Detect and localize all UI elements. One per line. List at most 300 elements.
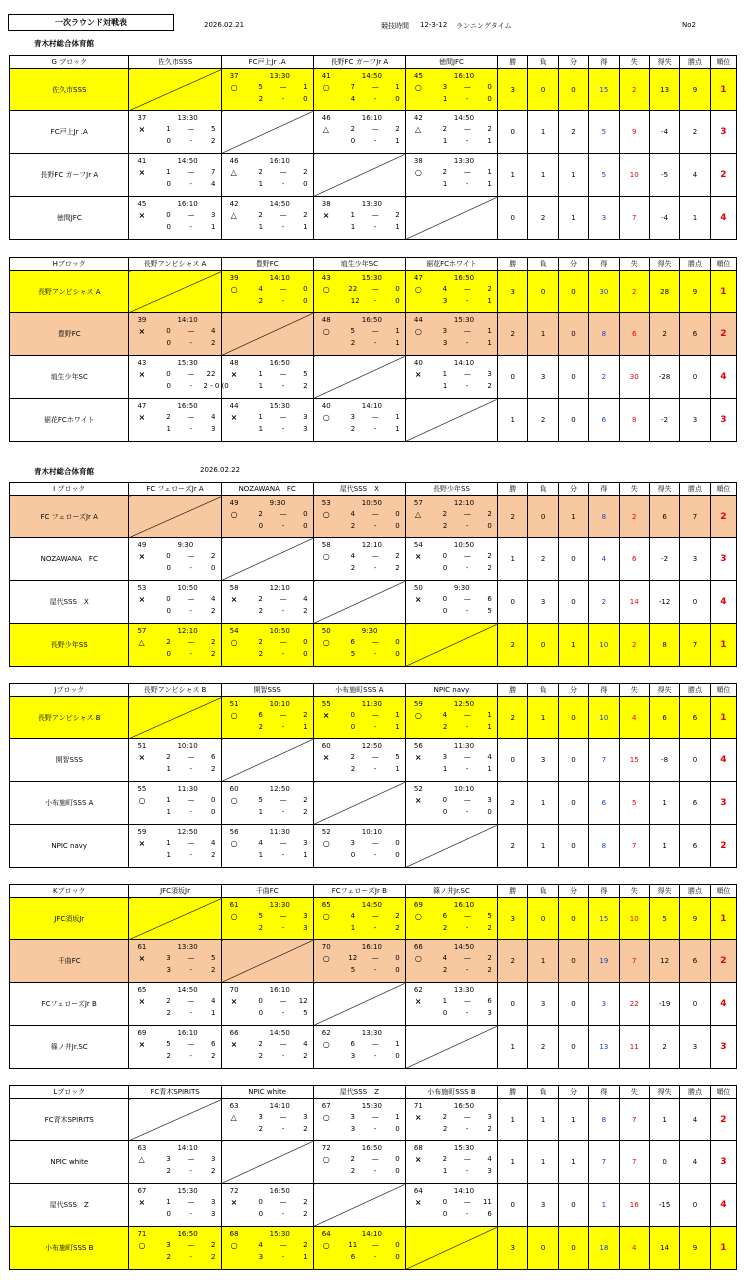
match-cell [405,111,497,154]
half-home: 0 [166,180,171,188]
result-symbol: × [138,753,146,762]
half-dash: - [465,966,469,974]
half-away: 1 [395,223,400,231]
score-home: 7 [350,83,355,91]
match-number: 40 [321,402,331,410]
stat-header: 順位 [710,885,736,898]
stat-value: 0 [558,538,588,581]
score-dash: — [187,1040,195,1048]
stat-value: 2 [528,1026,558,1069]
match-cell [405,940,497,983]
result-symbol: × [414,997,422,1006]
match-number: 45 [413,72,423,80]
row-team-name: 埴生少年SC [10,356,129,399]
score-home: 2 [258,510,263,518]
score-away: 2 [211,1241,216,1249]
stat-value: 0 [528,496,558,538]
score-dash: — [463,796,471,804]
match-time: 16:10 [453,72,475,80]
score-away: 1 [395,1040,400,1048]
half-home: 2 [258,1125,264,1133]
score-away: 0 [303,510,308,518]
stat-value: 0 [498,111,528,154]
stat-value: 0 [558,581,588,624]
stat-value: 3 [710,538,736,581]
stat-header: 失 [619,885,649,898]
stat-header: 勝点 [680,885,710,898]
match-number: 47 [137,402,147,410]
result-symbol: ○ [322,510,330,519]
score-home: 2 [350,1155,355,1163]
score-home: 2 [350,753,355,761]
result-symbol: × [138,552,146,561]
result-symbol: ○ [230,1241,238,1250]
stat-value: -15 [649,1184,679,1227]
score-away: 2 [303,168,308,176]
stat-value: 0 [558,1184,588,1227]
half-dash: - [189,808,192,816]
half-away: 0 [395,1052,400,1060]
match-time: 9:30 [453,584,470,592]
column-team-name: 豊野FC [221,258,313,271]
match-cell [313,69,405,111]
half-home: 2 [166,1009,171,1017]
self-match-cell [221,111,313,154]
score-dash: — [463,1155,471,1163]
match-time: 13:30 [453,986,475,994]
stat-value: 3 [528,1184,558,1227]
match-cell [221,825,313,868]
column-team-name: FCフェローズJr B [313,885,405,898]
stat-value: 1 [710,69,736,111]
score-dash: — [463,1113,471,1121]
match-cell [129,1227,221,1270]
result-symbol: ○ [322,1155,330,1164]
half-dash: - [281,1009,285,1017]
column-team-name: 長野少年SS [405,483,497,496]
stat-value: 4 [710,581,736,624]
half-home: 4 [350,95,356,103]
stat-header: 得 [589,684,619,697]
match-number: 68 [229,1230,239,1238]
self-match-cell [129,898,221,940]
score-home: 2 [166,753,171,761]
score-away: 4 [211,327,216,335]
score-away: 4 [487,1155,492,1163]
half-dash: - [189,650,192,658]
match-cell [221,1099,313,1141]
match-number: 37 [137,114,147,122]
match-cell [221,697,313,739]
stat-value: -28 [649,356,679,399]
stat-header: 負 [528,684,558,697]
half-home: 1 [258,808,264,816]
result-symbol: × [322,211,330,220]
stat-value: 2 [619,624,649,667]
half-home: 2 [166,1167,171,1175]
score-home: 1 [258,413,263,421]
self-match-cell [221,538,313,581]
stat-value: 1 [680,197,710,240]
match-time: 16:10 [361,114,382,122]
team-row [10,154,737,197]
row-team-name: 長野FC ガーフJr A [10,154,129,197]
half-dash: - [189,1009,192,1017]
match-time: 12:10 [453,499,475,507]
score-away: 1 [487,168,492,176]
score-away: 4 [303,1040,308,1048]
half-away: 2 [487,382,492,390]
score-home: 6 [350,638,355,646]
half-home: 0 [166,650,171,658]
half-home: 2 [442,522,448,530]
half-home: 5 [350,650,356,658]
stat-value: 2 [498,624,528,667]
score-dash: — [371,912,379,920]
half-home: 2 [258,1052,264,1060]
result-symbol: △ [322,125,329,134]
header-row [10,684,737,697]
half-home: 1 [258,382,264,390]
stat-header: 分 [558,258,588,271]
row-team-name: FCフェローズJr B [10,983,129,1026]
match-cell [129,782,221,825]
stat-value: 6 [619,313,649,356]
score-away: 3 [303,413,308,421]
score-home: 0 [166,327,171,335]
stat-value: 3 [528,356,558,399]
half-away: 0 [395,297,400,305]
stat-value: 0 [558,356,588,399]
self-match-cell [221,739,313,782]
match-cell [129,1026,221,1069]
stat-value: 9 [680,271,710,313]
match-number: 48 [229,359,239,367]
half-away: 1 [395,723,400,731]
self-match-cell [221,1141,313,1184]
score-away: 1 [395,1113,400,1121]
stat-header: 分 [558,1086,588,1099]
stat-value: 1 [558,1141,588,1184]
stat-header: 失 [619,1086,649,1099]
stat-value: 0 [680,1184,710,1227]
result-symbol: ○ [414,168,422,177]
score-home: 3 [166,1241,171,1249]
half-home: 0 [350,137,356,145]
team-row [10,624,737,667]
stat-header: 勝 [498,483,528,496]
match-number: 56 [413,742,423,750]
half-dash: - [281,1125,285,1133]
result-symbol: ○ [230,912,238,921]
score-home: 2 [442,510,448,518]
result-symbol: △ [230,1113,237,1122]
team-row [10,271,737,313]
match-cell [129,154,221,197]
match-time: 16:10 [177,200,198,208]
half-home: 0 [442,607,448,615]
score-away: 0 [487,83,492,91]
score-home: 0 [258,997,263,1005]
half-dash: - [373,650,377,658]
half-home: 0 [442,1009,448,1017]
half-home: 1 [350,924,356,932]
half-away: 0 [211,564,216,572]
half-away: 0 [395,1125,400,1133]
result-symbol: ○ [322,1040,330,1049]
match-number: 64 [321,1230,331,1238]
half-home: 2 [258,924,264,932]
score-home: 4 [442,285,448,293]
match-number: 51 [137,742,147,750]
score-home: 2 [166,413,171,421]
block-name: G ブロック [10,56,129,69]
half-away: 1 [211,1009,216,1017]
score-away: 3 [487,370,492,378]
column-team-name: NOZAWANA FC [221,483,313,496]
half-home: 3 [166,966,171,974]
match-number: 55 [321,700,331,708]
score-dash: — [279,595,287,603]
stat-value: -4 [649,197,679,240]
score-away: 1 [487,327,492,335]
score-home: 3 [258,1113,263,1121]
result-symbol: × [414,552,422,561]
half-away: 6 [487,1210,492,1218]
match-time: 16:50 [269,1187,290,1195]
stat-header: 得 [589,483,619,496]
match-time: 14:50 [453,943,475,951]
stat-header: 得失 [649,56,679,69]
result-symbol: × [138,1040,146,1049]
half-dash: - [281,851,285,859]
score-dash: — [371,1155,379,1163]
half-away: 0 [303,522,308,530]
score-home: 4 [258,839,263,847]
score-home: 4 [442,711,448,719]
column-team-name: 篠ノ井Jr.SC [405,885,497,898]
stat-header: 分 [558,684,588,697]
self-match-cell [129,271,221,313]
score-home: 1 [166,796,171,804]
block-table [9,482,737,667]
score-dash: — [279,839,287,847]
self-match-cell [313,782,405,825]
block-0 [9,55,737,240]
half-dash: - [189,765,192,773]
stat-header: 順位 [710,258,736,271]
match-cell [313,940,405,983]
stat-value: 1 [649,825,679,868]
stat-value: 0 [558,313,588,356]
half-dash: - [465,1210,469,1218]
match-time: 16:50 [361,316,382,324]
team-row [10,69,737,111]
half-home: 1 [442,382,448,390]
stat-value: 13 [589,1026,619,1069]
score-away: 2 [487,510,492,518]
half-away: 3 [303,425,308,433]
match-number: 40 [413,359,423,367]
stat-value: 7 [619,1099,649,1141]
result-symbol: × [322,711,330,720]
match-number: 63 [137,1144,147,1152]
match-cell [405,154,497,197]
match-time: 13:30 [361,1029,382,1037]
score-home: 6 [258,711,263,719]
team-row [10,697,737,739]
match-number: 70 [321,943,331,951]
stat-value: 0 [558,271,588,313]
match-number: 59 [137,828,147,836]
score-home: 2 [258,638,263,646]
match-number: 46 [321,114,331,122]
stat-value: -5 [649,154,679,197]
half-home: 1 [166,425,171,433]
score-away: 1 [303,83,308,91]
result-symbol: × [414,1155,422,1164]
score-away: 2 [395,125,400,133]
half-dash: - [465,924,469,932]
match-number: 60 [321,742,331,750]
row-team-name: 徳間JFC [10,197,129,240]
block-table [9,1085,737,1270]
match-number: 58 [229,584,239,592]
stat-value: 3 [710,782,736,825]
match-time: 15:30 [177,359,198,367]
result-symbol: ○ [322,1241,330,1250]
block-table [9,683,737,868]
team-row [10,898,737,940]
half-dash: - [373,765,377,773]
stat-value: 1 [498,1099,528,1141]
half-home: 2 [442,924,448,932]
half-dash: - [281,522,285,530]
stat-value: 2 [498,313,528,356]
match-time: 12:50 [177,828,198,836]
stat-value: 2 [710,154,736,197]
score-dash: — [463,510,471,518]
score-dash: — [187,753,195,761]
match-time: 12:10 [177,627,198,635]
stat-value: 3 [710,1026,736,1069]
score-away: 5 [211,954,216,962]
half-home: 1 [442,765,448,773]
half-away: 2 [303,808,308,816]
match-cell [405,1184,497,1227]
match-time: 14:50 [177,986,198,994]
half-away: 0 [487,522,492,530]
match-time: 10:50 [453,541,475,549]
match-number: 47 [413,274,423,282]
column-team-name: 長野アンビシャス B [129,684,221,697]
stat-header: 勝 [498,56,528,69]
score-home: 3 [442,83,448,91]
half-dash: - [465,607,469,615]
stat-value: 15 [589,898,619,940]
half-dash: - [465,1125,469,1133]
score-away: 2 [211,638,216,646]
half-home: 0 [442,564,448,572]
half-away: 0 [487,808,492,816]
score-home: 0 [166,552,171,560]
match-cell [221,898,313,940]
stat-value: 0 [558,739,588,782]
score-home: 0 [166,211,171,219]
score-away: 22 [206,370,216,378]
half-home: 2 [258,723,264,731]
score-away: 11 [482,1198,492,1206]
score-home: 11 [348,1241,358,1249]
stat-value: 1 [558,154,588,197]
block-3 [9,683,737,868]
score-away: 2 [395,552,400,560]
match-cell [129,581,221,624]
half-home: 1 [258,180,264,188]
stat-value: 2 [619,69,649,111]
team-row [10,1099,737,1141]
half-home: 2 [442,723,448,731]
half-away: 3 [303,924,308,932]
score-dash: — [279,83,287,91]
half-home: 0 [166,137,171,145]
match-time: 16:50 [453,1102,475,1110]
stat-value: 5 [589,154,619,197]
half-away: 2 [211,851,216,859]
half-dash: - [281,95,285,103]
stat-value: 3 [528,983,558,1026]
half-dash: - [465,1167,469,1175]
stat-value: 7 [619,940,649,983]
match-number: 49 [137,541,147,549]
stat-value: 1 [710,1227,736,1270]
stat-value: 11 [619,1026,649,1069]
stat-value: 0 [558,1227,588,1270]
column-team-name: FC青木SPIRITS [129,1086,221,1099]
half-home: 3 [350,1052,356,1060]
half-home: 1 [166,765,171,773]
result-symbol: × [414,370,422,379]
self-match-cell [221,313,313,356]
stat-value: 2 [498,496,528,538]
match-time: 11:30 [177,785,198,793]
half-home: 6 [350,1253,356,1261]
half-away: 1 [395,425,400,433]
stat-value: 0 [558,1026,588,1069]
score-away: 0 [395,954,400,962]
match-number: 39 [137,316,147,324]
column-team-name: 小布施町SSS A [313,684,405,697]
stat-value: 7 [619,1141,649,1184]
half-away: 0 [487,95,492,103]
stat-value: 0 [558,697,588,739]
half-dash: - [189,382,192,390]
half-home: 2 [258,607,264,615]
score-home: 0 [350,711,355,719]
match-time: 9:30 [177,541,194,549]
half-away: 0 [395,1253,400,1261]
score-dash: — [279,1113,287,1121]
score-away: 3 [303,1113,308,1121]
stat-value: 7 [589,739,619,782]
stat-value: 4 [589,538,619,581]
result-symbol: × [414,1113,422,1122]
half-home: 1 [350,223,356,231]
half-home: 1 [258,851,264,859]
self-match-cell [129,697,221,739]
match-time: 16:10 [453,901,475,909]
stat-value: 1 [710,271,736,313]
